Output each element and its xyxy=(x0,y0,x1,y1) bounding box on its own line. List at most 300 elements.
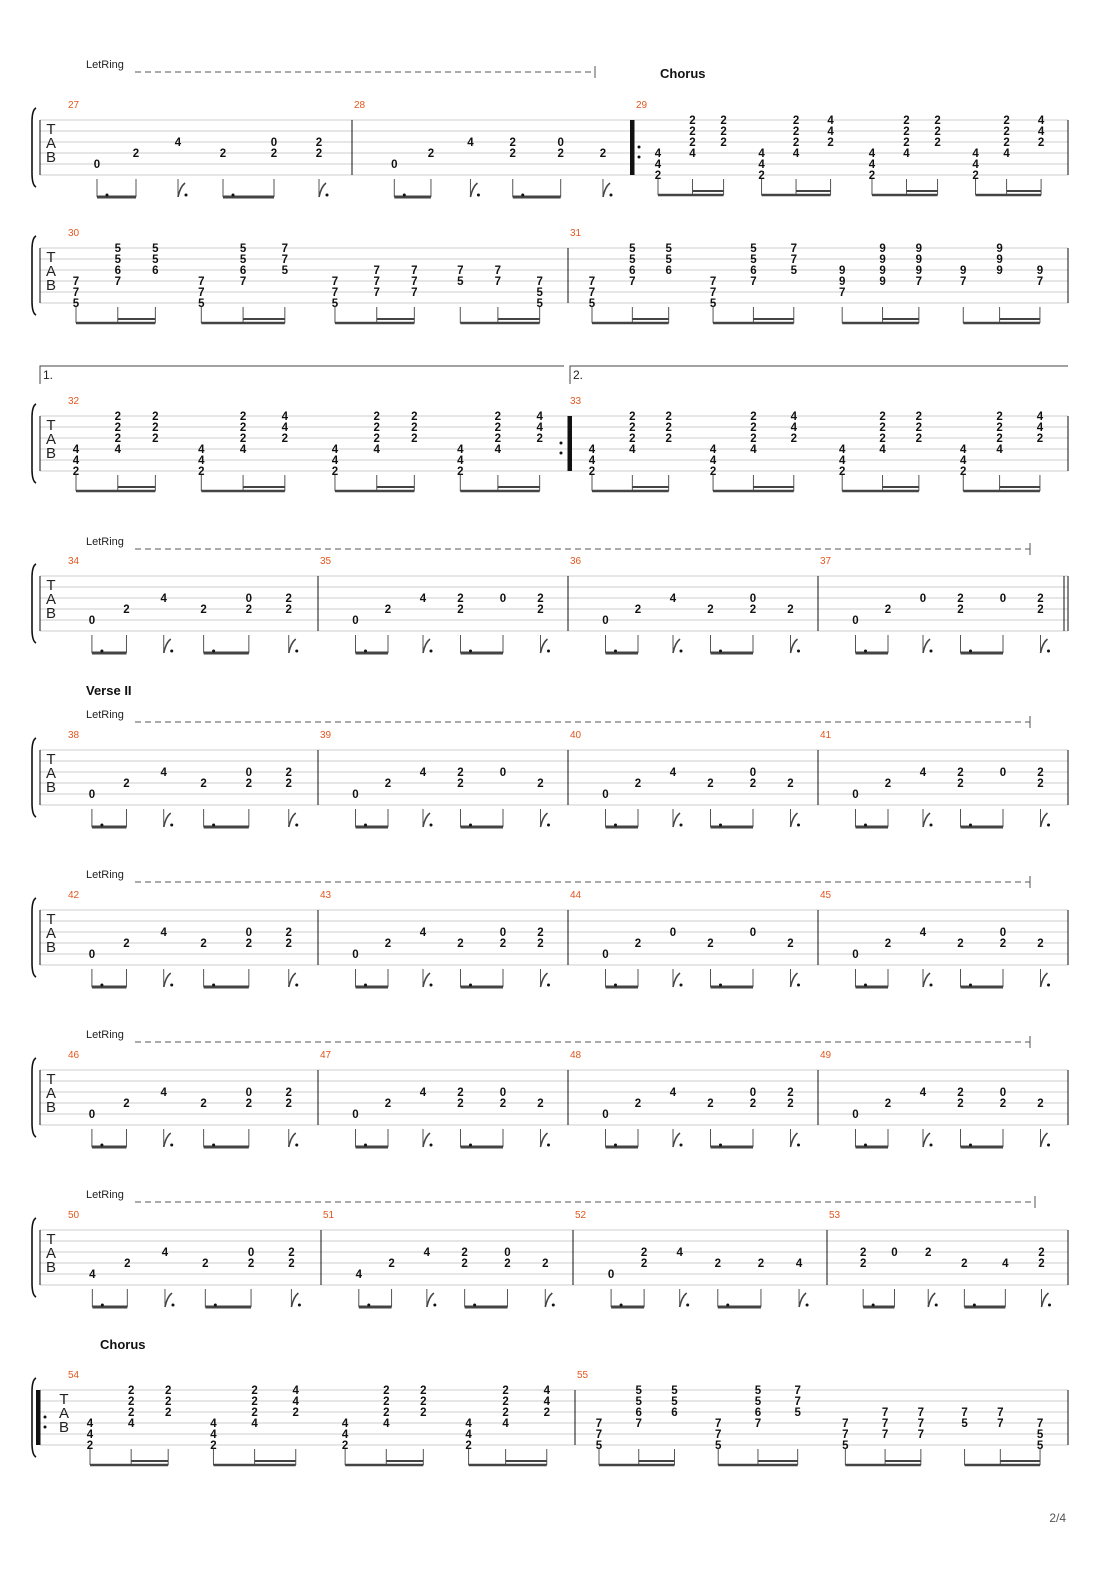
fret-number: 0 xyxy=(93,159,101,171)
fret-number: 0 xyxy=(245,767,253,779)
dot xyxy=(430,824,433,827)
fret-number: 0 xyxy=(999,1087,1007,1099)
fret-number: 4 xyxy=(292,1396,299,1408)
fret-number: 2 xyxy=(502,1407,509,1419)
dot xyxy=(170,650,173,653)
fret-number: 2 xyxy=(502,1385,509,1397)
fret-number: 4 xyxy=(588,444,596,456)
fret-number: 4 xyxy=(972,159,979,171)
dot xyxy=(212,824,215,827)
fret-number: 5 xyxy=(709,298,717,310)
fret-number: 2 xyxy=(509,137,516,149)
note-flag xyxy=(673,1133,680,1147)
fret-number: 2 xyxy=(915,411,923,423)
bar-number: 43 xyxy=(320,890,332,901)
fret-number: 7 xyxy=(1036,1418,1044,1430)
fret-number: 4 xyxy=(210,1429,217,1441)
fret-number: 7 xyxy=(715,1429,722,1441)
fret-number: 0 xyxy=(602,615,609,627)
fret-number: 4 xyxy=(629,444,636,456)
fret-number: 2 xyxy=(665,422,672,434)
note-flag xyxy=(423,639,430,653)
fret-number: 2 xyxy=(457,466,464,478)
fret-number: 7 xyxy=(997,1418,1004,1430)
bar-number: 41 xyxy=(820,730,832,741)
fret-number: 2 xyxy=(537,927,544,939)
fret-number: 0 xyxy=(999,927,1007,939)
note-flag xyxy=(291,1293,298,1307)
dot xyxy=(232,194,235,197)
dot xyxy=(872,1304,875,1307)
fret-number: 2 xyxy=(285,927,292,939)
system-brace xyxy=(32,1058,36,1137)
fret-number: 0 xyxy=(499,1087,507,1099)
fret-number: 2 xyxy=(245,778,253,790)
dot xyxy=(101,1304,104,1307)
bar-number: 45 xyxy=(820,890,832,901)
fret-number: 2 xyxy=(634,1098,642,1110)
fret-number: 2 xyxy=(957,767,964,779)
fret-number: 2 xyxy=(198,466,205,478)
dot xyxy=(171,1304,174,1307)
let-ring-label: LetRing xyxy=(86,536,124,548)
fret-number: 2 xyxy=(200,938,207,950)
fret-number: 2 xyxy=(689,126,696,138)
fret-number: 2 xyxy=(200,778,207,790)
tab-clef-letter: T xyxy=(59,1391,69,1408)
fret-number: 4 xyxy=(919,1087,927,1099)
fret-number: 7 xyxy=(595,1418,603,1430)
fret-number: 2 xyxy=(457,604,464,616)
dot xyxy=(680,824,683,827)
fret-number: 2 xyxy=(665,411,672,423)
fret-number: 2 xyxy=(427,148,435,160)
fret-number: 4 xyxy=(160,1087,167,1099)
fret-number: 7 xyxy=(997,1407,1004,1419)
fret-number: 2 xyxy=(245,1098,253,1110)
note-flag xyxy=(164,973,171,987)
repeat-dot xyxy=(638,156,641,159)
fret-number: 2 xyxy=(537,593,544,605)
bar-number: 42 xyxy=(68,890,80,901)
tab-clef-letter: T xyxy=(46,911,56,928)
dot xyxy=(295,1144,298,1147)
fret-number: 6 xyxy=(152,265,159,277)
fret-number: 5 xyxy=(72,298,80,310)
fret-number: 2 xyxy=(123,778,130,790)
fret-number: 2 xyxy=(1037,604,1044,616)
fret-number: 4 xyxy=(919,927,927,939)
fret-number: 7 xyxy=(917,1407,925,1419)
note-flag xyxy=(923,639,930,653)
fret-number: 2 xyxy=(247,1258,255,1270)
fret-number: 7 xyxy=(281,243,289,255)
fret-number: 4 xyxy=(827,126,834,138)
let-ring-label: LetRing xyxy=(86,1189,124,1201)
repeat-dot xyxy=(44,1416,47,1419)
note-flag xyxy=(799,1293,806,1307)
fret-number: 2 xyxy=(859,1247,867,1259)
fret-number: 2 xyxy=(1038,1247,1045,1259)
fret-number: 2 xyxy=(1037,1098,1044,1110)
fret-number: 4 xyxy=(160,927,167,939)
note-flag xyxy=(289,973,296,987)
fret-number: 0 xyxy=(852,615,859,627)
dot xyxy=(212,650,215,653)
fret-number: 5 xyxy=(595,1440,603,1452)
fret-number: 5 xyxy=(239,243,247,255)
fret-number: 5 xyxy=(588,298,596,310)
dot xyxy=(100,824,103,827)
fret-number: 2 xyxy=(251,1407,258,1419)
fret-number: 5 xyxy=(842,1440,849,1452)
dot xyxy=(1047,984,1050,987)
fret-number: 4 xyxy=(669,767,677,779)
fret-number: 2 xyxy=(132,148,140,160)
fret-number: 0 xyxy=(749,767,757,779)
fret-number: 4 xyxy=(160,593,167,605)
note-flag xyxy=(545,1293,552,1307)
fret-number: 2 xyxy=(790,433,797,445)
fret-number: 4 xyxy=(790,411,797,423)
dot xyxy=(719,824,722,827)
fret-number: 4 xyxy=(292,1385,299,1397)
fret-number: 4 xyxy=(114,444,121,456)
fret-number: 4 xyxy=(588,455,596,467)
fret-number: 0 xyxy=(852,949,859,961)
dot xyxy=(212,1144,215,1147)
bar-number: 40 xyxy=(570,730,582,741)
fret-number: 2 xyxy=(164,1385,172,1397)
dot xyxy=(680,650,683,653)
fret-number: 2 xyxy=(383,1396,390,1408)
system-brace xyxy=(32,236,36,315)
fret-number: 4 xyxy=(373,444,380,456)
dot xyxy=(806,1304,809,1307)
fret-number: 5 xyxy=(114,243,121,255)
dot xyxy=(680,1144,683,1147)
dot xyxy=(686,1304,689,1307)
fret-number: 7 xyxy=(72,276,80,288)
fret-number: 2 xyxy=(868,170,876,182)
fret-number: 4 xyxy=(676,1247,683,1259)
note-flag xyxy=(1041,1133,1048,1147)
fret-number: 5 xyxy=(152,254,159,266)
fret-number: 2 xyxy=(787,604,794,616)
fret-number: 4 xyxy=(1003,148,1010,160)
tab-clef-letter: A xyxy=(45,1085,57,1102)
fret-number: 0 xyxy=(352,949,359,961)
fret-number: 2 xyxy=(411,422,418,434)
fret-number: 7 xyxy=(114,276,121,288)
fret-number: 2 xyxy=(1036,433,1044,445)
fret-number: 0 xyxy=(749,927,757,939)
dot xyxy=(864,1144,867,1147)
fret-number: 2 xyxy=(200,1098,207,1110)
fret-number: 0 xyxy=(88,789,96,801)
fret-number: 2 xyxy=(245,938,253,950)
dot xyxy=(473,1304,476,1307)
fret-number: 2 xyxy=(164,1407,172,1419)
fret-number: 0 xyxy=(247,1247,255,1259)
fret-number: 2 xyxy=(879,422,886,434)
fret-number: 2 xyxy=(792,137,800,149)
note-flag xyxy=(423,973,430,987)
fret-number: 7 xyxy=(794,1385,801,1397)
fret-number: 9 xyxy=(915,243,923,255)
fret-number: 5 xyxy=(750,243,757,255)
fret-number: 2 xyxy=(758,170,765,182)
repeat-dot xyxy=(44,1426,47,1429)
fret-number: 2 xyxy=(123,938,130,950)
fret-number: 4 xyxy=(654,159,662,171)
dot xyxy=(364,1144,367,1147)
note-flag xyxy=(289,1133,296,1147)
fret-number: 0 xyxy=(557,137,564,149)
fret-number: 4 xyxy=(210,1418,217,1430)
dot xyxy=(797,650,800,653)
fret-number: 7 xyxy=(915,276,923,288)
repeat-dot xyxy=(638,146,641,149)
fret-number: 7 xyxy=(411,287,418,299)
dot xyxy=(719,650,722,653)
note-flag xyxy=(791,813,798,827)
system-brace xyxy=(32,898,36,977)
fret-number: 4 xyxy=(790,422,797,434)
volta-bracket xyxy=(40,366,564,384)
fret-number: 2 xyxy=(202,1258,209,1270)
dot xyxy=(364,650,367,653)
fret-number: 2 xyxy=(925,1247,932,1259)
fret-number: 2 xyxy=(285,767,292,779)
tab-clef-letter: A xyxy=(58,1405,70,1422)
fret-number: 6 xyxy=(239,265,247,277)
dot xyxy=(797,824,800,827)
fret-number: 6 xyxy=(114,265,121,277)
fret-number: 6 xyxy=(635,1407,642,1419)
dot xyxy=(170,1144,173,1147)
dot xyxy=(864,650,867,653)
dot xyxy=(1047,824,1050,827)
dot xyxy=(969,984,972,987)
fret-number: 9 xyxy=(879,265,886,277)
fret-number: 2 xyxy=(239,411,247,423)
note-flag xyxy=(791,1133,798,1147)
fret-number: 2 xyxy=(285,1087,292,1099)
fret-number: 4 xyxy=(281,411,289,423)
fret-number: 2 xyxy=(720,115,727,127)
fret-number: 4 xyxy=(465,1429,472,1441)
dot xyxy=(547,650,550,653)
fret-number: 0 xyxy=(245,1087,253,1099)
fret-number: 2 xyxy=(720,126,727,138)
fret-number: 6 xyxy=(671,1407,678,1419)
fret-number: 5 xyxy=(1036,1429,1044,1441)
fret-number: 0 xyxy=(499,767,507,779)
fret-number: 7 xyxy=(457,265,464,277)
fret-number: 0 xyxy=(669,927,677,939)
fret-number: 0 xyxy=(245,593,253,605)
fret-number: 9 xyxy=(879,254,886,266)
fret-number: 4 xyxy=(72,444,80,456)
fret-number: 2 xyxy=(123,1098,130,1110)
fret-number: 2 xyxy=(499,938,507,950)
bar-number: 55 xyxy=(577,1370,589,1381)
fret-number: 4 xyxy=(1036,422,1044,434)
dot xyxy=(433,1304,436,1307)
fret-number: 4 xyxy=(868,159,876,171)
tab-clef-letter: T xyxy=(46,121,56,138)
fret-number: 4 xyxy=(827,115,834,127)
fret-number: 0 xyxy=(602,949,609,961)
fret-number: 0 xyxy=(88,1109,96,1121)
fret-number: 2 xyxy=(384,604,392,616)
dot xyxy=(469,1144,472,1147)
fret-number: 4 xyxy=(536,422,543,434)
fret-number: 2 xyxy=(537,1098,544,1110)
fret-number: 0 xyxy=(391,159,398,171)
fret-number: 2 xyxy=(957,1098,964,1110)
fret-number: 2 xyxy=(787,1087,794,1099)
fret-number: 7 xyxy=(709,287,717,299)
fret-number: 2 xyxy=(903,126,910,138)
fret-number: 2 xyxy=(383,1407,390,1419)
bar-number: 27 xyxy=(68,100,80,111)
note-flag xyxy=(1041,813,1048,827)
fret-number: 2 xyxy=(239,433,247,445)
fret-number: 2 xyxy=(588,466,596,478)
fret-number: 4 xyxy=(960,455,967,467)
fret-number: 4 xyxy=(709,444,717,456)
repeat-start-thick-bar xyxy=(630,120,634,175)
fret-number: 9 xyxy=(879,243,886,255)
fret-number: 0 xyxy=(352,615,359,627)
dot xyxy=(469,984,472,987)
note-flag xyxy=(427,1293,434,1307)
dot xyxy=(295,824,298,827)
fret-number: 7 xyxy=(754,1418,762,1430)
repeat-dot xyxy=(560,442,563,445)
fret-number: 2 xyxy=(757,1258,765,1270)
fret-number: 2 xyxy=(285,938,292,950)
fret-number: 2 xyxy=(285,1098,292,1110)
dot xyxy=(680,984,683,987)
fret-number: 2 xyxy=(72,466,80,478)
note-flag xyxy=(164,1133,171,1147)
fret-number: 4 xyxy=(86,1429,94,1441)
fret-number: 4 xyxy=(457,455,464,467)
fret-number: 2 xyxy=(1037,593,1044,605)
note-flag xyxy=(923,973,930,987)
fret-number: 2 xyxy=(629,411,636,423)
bar-number: 54 xyxy=(68,1370,80,1381)
fret-number: 2 xyxy=(457,938,464,950)
bar-number: 29 xyxy=(636,100,648,111)
fret-number: 7 xyxy=(595,1429,603,1441)
fret-number: 4 xyxy=(903,148,910,160)
fret-number: 9 xyxy=(838,265,846,277)
section-label: Verse II xyxy=(86,683,132,698)
dot xyxy=(864,984,867,987)
fret-number: 5 xyxy=(671,1396,678,1408)
fret-number: 2 xyxy=(383,1385,390,1397)
note-flag xyxy=(289,813,296,827)
dot xyxy=(614,824,617,827)
fret-number: 2 xyxy=(384,1098,392,1110)
dot xyxy=(930,824,933,827)
fret-number: 5 xyxy=(635,1385,642,1397)
fret-number: 2 xyxy=(86,1440,94,1452)
fret-number: 2 xyxy=(996,433,1003,445)
system-brace xyxy=(32,1378,36,1457)
fret-number: 2 xyxy=(689,115,696,127)
bar-number: 32 xyxy=(68,396,80,407)
fret-number: 6 xyxy=(665,265,672,277)
bar-number: 46 xyxy=(68,1050,80,1061)
tab-clef-letter: A xyxy=(45,431,57,448)
fret-number: 2 xyxy=(903,115,910,127)
fret-number: 4 xyxy=(689,148,696,160)
bar-number: 36 xyxy=(570,556,582,567)
fret-number: 4 xyxy=(331,444,339,456)
fret-number: 2 xyxy=(420,1396,427,1408)
fret-number: 0 xyxy=(749,1087,757,1099)
fret-number: 2 xyxy=(341,1440,349,1452)
fret-number: 0 xyxy=(352,1109,359,1121)
bar-number: 47 xyxy=(320,1050,332,1061)
fret-number: 0 xyxy=(499,593,507,605)
note-flag xyxy=(603,183,610,197)
dot xyxy=(100,984,103,987)
fret-number: 0 xyxy=(88,615,96,627)
fret-number: 2 xyxy=(200,604,207,616)
fret-number: 2 xyxy=(331,466,339,478)
note-flag xyxy=(423,813,430,827)
fret-number: 2 xyxy=(537,778,544,790)
fret-number: 4 xyxy=(419,927,427,939)
dot xyxy=(719,984,722,987)
note-flag xyxy=(673,639,680,653)
bar-number: 53 xyxy=(829,1210,841,1221)
fret-number: 2 xyxy=(373,422,380,434)
tab-clef-letter: B xyxy=(45,149,57,166)
fret-number: 2 xyxy=(972,170,979,182)
system-brace xyxy=(32,738,36,817)
fret-number: 7 xyxy=(331,287,339,299)
fret-number: 7 xyxy=(881,1418,889,1430)
fret-number: 2 xyxy=(999,938,1007,950)
fret-number: 2 xyxy=(634,778,642,790)
fret-number: 7 xyxy=(198,276,205,288)
dot xyxy=(614,1144,617,1147)
fret-number: 4 xyxy=(669,1087,677,1099)
dot xyxy=(170,984,173,987)
fret-number: 4 xyxy=(669,593,677,605)
fret-number: 2 xyxy=(124,1258,131,1270)
section-label: Chorus xyxy=(660,66,706,81)
note-flag xyxy=(541,1133,548,1147)
dot xyxy=(864,824,867,827)
fret-number: 7 xyxy=(331,276,339,288)
fret-number: 4 xyxy=(1002,1258,1009,1270)
note-flag xyxy=(289,639,296,653)
bar-number: 33 xyxy=(570,396,582,407)
fret-number: 2 xyxy=(915,422,923,434)
let-ring-label: LetRing xyxy=(86,869,124,881)
dot xyxy=(969,824,972,827)
fret-number: 0 xyxy=(352,789,359,801)
fret-number: 2 xyxy=(1003,126,1010,138)
